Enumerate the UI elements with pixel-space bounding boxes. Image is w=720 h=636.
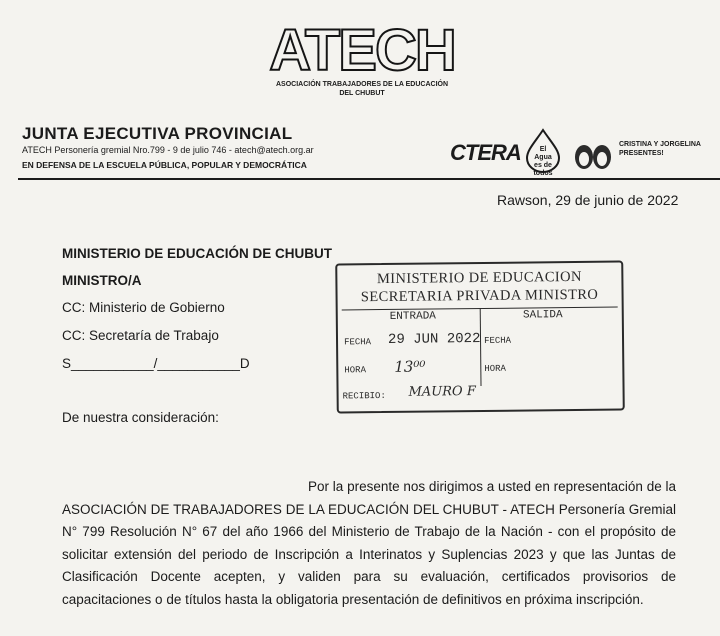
reception-stamp bbox=[335, 260, 625, 413]
drop-line3: es de bbox=[534, 162, 552, 169]
stamp-title1: MINISTERIO DE EDUCACION bbox=[376, 268, 582, 288]
stamp-recibio-value: MAURO F bbox=[408, 384, 476, 400]
stamp-hora-salida-label: HORA bbox=[484, 363, 506, 374]
stamp-recibio-label: RECIBIO: bbox=[342, 390, 386, 402]
drop-line2: Agua bbox=[534, 154, 552, 161]
stamp-hora-value: 13⁰⁰ bbox=[394, 357, 426, 376]
cristina-caption bbox=[619, 140, 701, 158]
cristina-line1: CRISTINA Y JORGELINA bbox=[619, 141, 701, 148]
cristina-jorgelina-faces bbox=[573, 142, 613, 172]
ctera-logo: CTERA bbox=[450, 140, 521, 165]
cc-secretaria-trabajo: CC: Secretaría de Trabajo bbox=[62, 328, 219, 343]
cristina-line2: PRESENTES! bbox=[619, 150, 664, 157]
stamp-salida-header: SALIDA bbox=[522, 309, 563, 322]
stamp-title2: SECRETARIA PRIVADA MINISTRO bbox=[360, 286, 599, 306]
stamp-fecha-salida-label: FECHA bbox=[483, 335, 512, 346]
body-paragraph-container bbox=[62, 476, 676, 612]
letter-date: Rawson, 29 de junio de 2022 bbox=[497, 192, 679, 208]
greeting: De nuestra consideración: bbox=[62, 410, 219, 425]
logo-subtitle-line1: ASOCIACIÓN TRABAJADORES DE LA EDUCACIÓN bbox=[275, 81, 449, 88]
stamp-entrada-header: ENTRADA bbox=[389, 310, 436, 323]
stamp-fecha-value: 29 JUN 2022 bbox=[387, 330, 481, 348]
header-motto: EN DEFENSA DE LA ESCUELA PÚBLICA, POPULAR Y DEMOCRÁTICA bbox=[22, 160, 307, 170]
water-drop-logo bbox=[521, 128, 565, 177]
faces-icon bbox=[573, 142, 613, 172]
drop-line1: El bbox=[539, 146, 547, 153]
header-address: ATECH Personería gremial Nro.799 - 9 de julio 746 - atech@atech.org.ar bbox=[22, 145, 314, 155]
stamp-fecha-label: FECHA bbox=[343, 337, 372, 348]
stamp-hora-label: HORA bbox=[344, 365, 367, 376]
logo-subtitle-line2: DEL CHUBUT bbox=[339, 90, 385, 97]
drop-line4: todos bbox=[533, 170, 553, 177]
recipient-ministry: MINISTERIO DE EDUCACIÓN DE CHUBUT bbox=[62, 246, 333, 261]
header-divider bbox=[18, 178, 720, 180]
header-title: JUNTA EJECUTIVA PROVINCIAL bbox=[22, 124, 293, 143]
cc-ministerio-gobierno: CC: Ministerio de Gobierno bbox=[62, 300, 225, 315]
sd-line: S___________/___________D bbox=[62, 356, 250, 371]
logo-word: ATECH bbox=[269, 18, 455, 83]
atech-logo bbox=[262, 18, 462, 98]
body-paragraph: Por la presente nos dirigimos a usted en representación de la ASOCIACIÓN DE TRABAJADORES DE LA EDUCACIÓN DEL CHUBUT - ATECH Personería Gremial N° 799 Resolución N° 67 del año 1966 del Ministerio de Trabajo de la Nación - con el propósito de solicitar extensión del periodo de Inscripción a Interinatos y Suplencias 2023 y que las Juntas de Clasificación Docente acepten, y validen para su evaluación, certificados provisorios de capacitaciones o de títulos hasta la obligatoria presentación de definitivos en próxima inscripción. bbox=[62, 479, 676, 607]
recipient-minister: MINISTRO/A bbox=[62, 273, 142, 288]
